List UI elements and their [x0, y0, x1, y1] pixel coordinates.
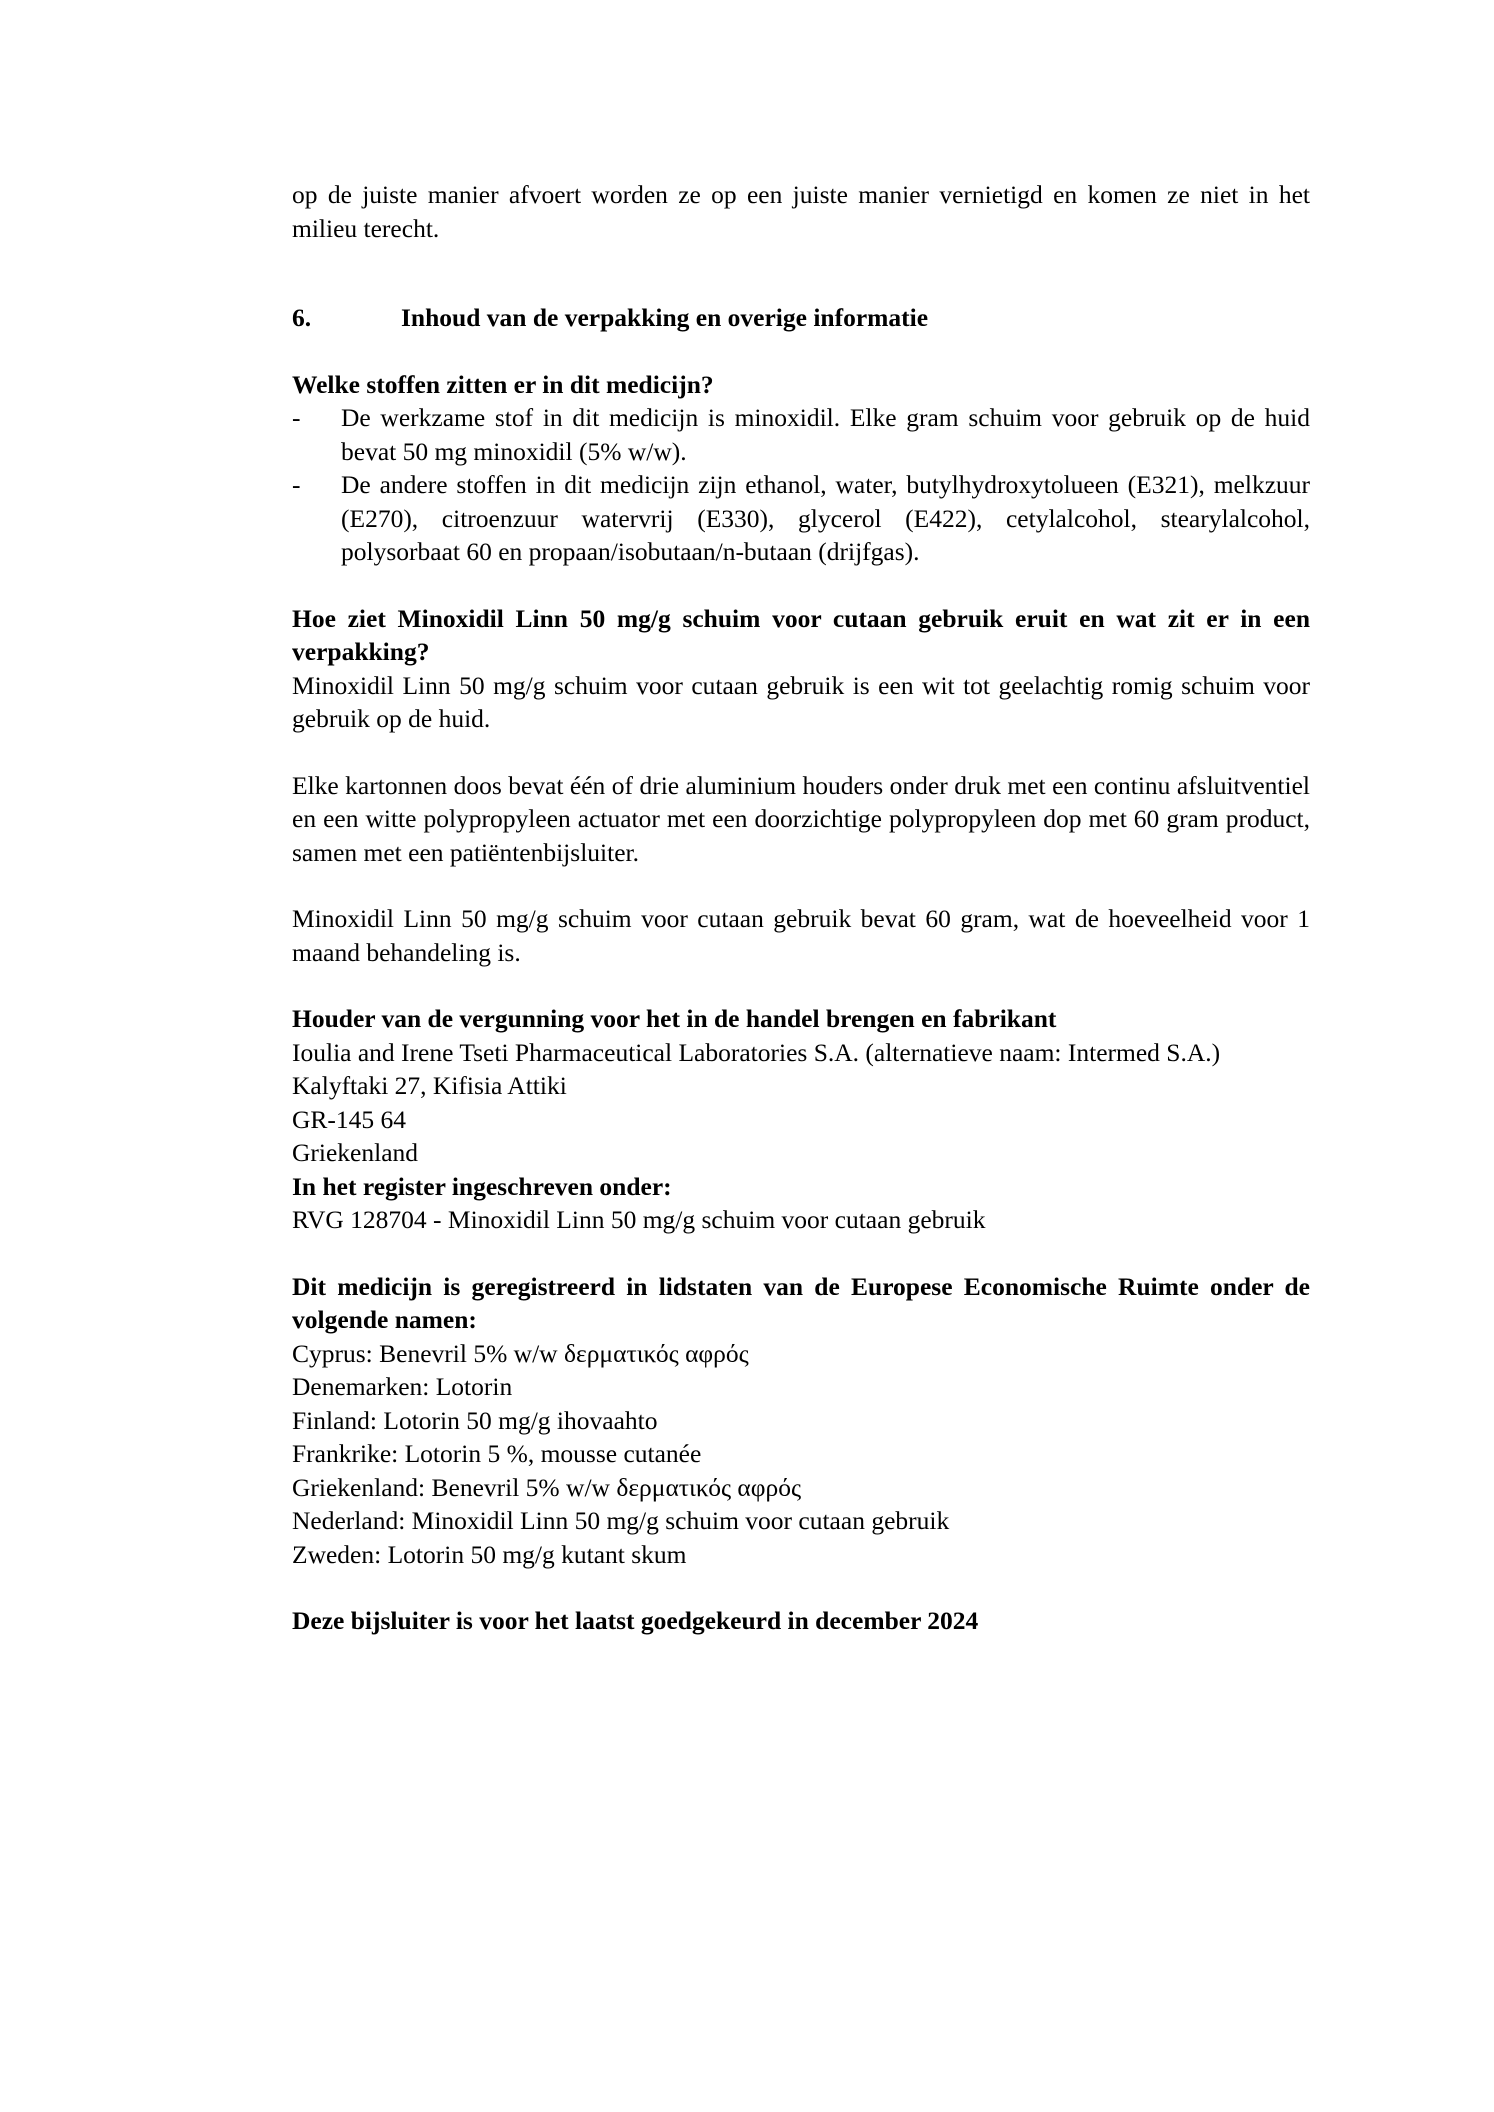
appearance-heading: Hoe ziet Minoxidil Linn 50 mg/g schuim voor cutaan gebruik eruit en wat zit er in een verpakking? [292, 603, 1310, 666]
holder-address-line: GR-145 64 [292, 1104, 407, 1134]
section-6-heading [292, 301, 1310, 335]
spacer [292, 869, 1310, 902]
appearance-paragraph-1: Minoxidil Linn 50 mg/g schuim voor cutaan gebruik is een wit tot geelachtig romig schuim voor gebruik op de huid. [292, 670, 1310, 733]
eea-name-entry: Finland: Lotorin 50 mg/g ihovaahto [292, 1405, 658, 1435]
section-6-number: 6. [292, 303, 312, 332]
substances-item-text: De andere stoffen in dit medicijn zijn ethanol, water, butylhydroxytolueen (E321), melkzuur (E270), citroenzuur watervrij (E330), glycerol (E422), cetylalcohol, stearylalcohol, polysorbaat 60 en propaan/isobutaan/n-butaan (drijfgas). [341, 470, 1310, 566]
eea-name-entry: Griekenland: Benevril 5% w/w δερματικός αφρός [292, 1472, 802, 1502]
spacer [292, 569, 1310, 602]
substances-item-excipients [292, 468, 1310, 569]
holder-address-line: Griekenland [292, 1138, 419, 1167]
eea-name-entry: Frankrike: Lotorin 5 %, mousse cutanée [292, 1439, 702, 1468]
eea-name-entry: Zweden: Lotorin 50 mg/g kutant skum [292, 1539, 687, 1569]
bullet-dash: - [292, 403, 301, 432]
holder-address-line: Ioulia and Irene Tseti Pharmaceutical Laboratories S.A. (alternatieve naam: Intermed S.A.) [292, 1037, 1221, 1067]
spacer [292, 736, 1310, 769]
holder-heading: Houder van de vergunning voor het in de handel brengen en fabrikant [292, 1004, 1057, 1033]
appearance-paragraph-3: Minoxidil Linn 50 mg/g schuim voor cutaan gebruik bevat 60 gram, wat de hoeveelheid voor 1 maand behandeling is. [292, 904, 1310, 967]
continued-paragraph: op de juiste manier afvoert worden ze op een juiste manier vernietigd en komen ze niet in het milieu terecht. [292, 180, 1310, 243]
spacer [292, 245, 1310, 301]
substances-item-active [292, 401, 1310, 468]
spacer [292, 1237, 1310, 1270]
eea-names-heading: Dit medicijn is geregistreerd in lidstaten van de Europese Economische Ruimte onder de volgende namen: [292, 1271, 1310, 1334]
page-content [292, 178, 1310, 1638]
bullet-dash: - [292, 470, 301, 499]
eea-name-entry: Denemarken: Lotorin [292, 1372, 513, 1401]
spacer [292, 1571, 1310, 1604]
substances-heading: Welke stoffen zitten er in dit medicijn? [292, 369, 714, 399]
eea-name-entry: Cyprus: Benevril 5% w/w δερματικός αφρός [292, 1338, 749, 1368]
register-heading: In het register ingeschreven onder: [292, 1171, 672, 1201]
approval-date: Deze bijsluiter is voor het laatst goedgekeurd in december 2024 [292, 1606, 979, 1635]
spacer [292, 335, 1310, 368]
register-value: RVG 128704 - Minoxidil Linn 50 mg/g schuim voor cutaan gebruik [292, 1205, 986, 1234]
spacer [292, 969, 1310, 1002]
section-6-title: Inhoud van de verpakking en overige informatie [401, 303, 929, 332]
appearance-paragraph-2: Elke kartonnen doos bevat één of drie aluminium houders onder druk met een continu afsluitventiel en een witte polypropyleen actuator met een doorzichtige polypropyleen dop met 60 gram product, samen met een patiëntenbijsluiter. [292, 770, 1310, 867]
eea-name-entry: Nederland: Minoxidil Linn 50 mg/g schuim voor cutaan gebruik [292, 1506, 950, 1535]
substances-item-text: De werkzame stof in dit medicijn is minoxidil. Elke gram schuim voor gebruik op de huid bevat 50 mg minoxidil (5% w/w). [341, 403, 1310, 466]
holder-address-line: Kalyftaki 27, Kifisia Attiki [292, 1071, 567, 1100]
